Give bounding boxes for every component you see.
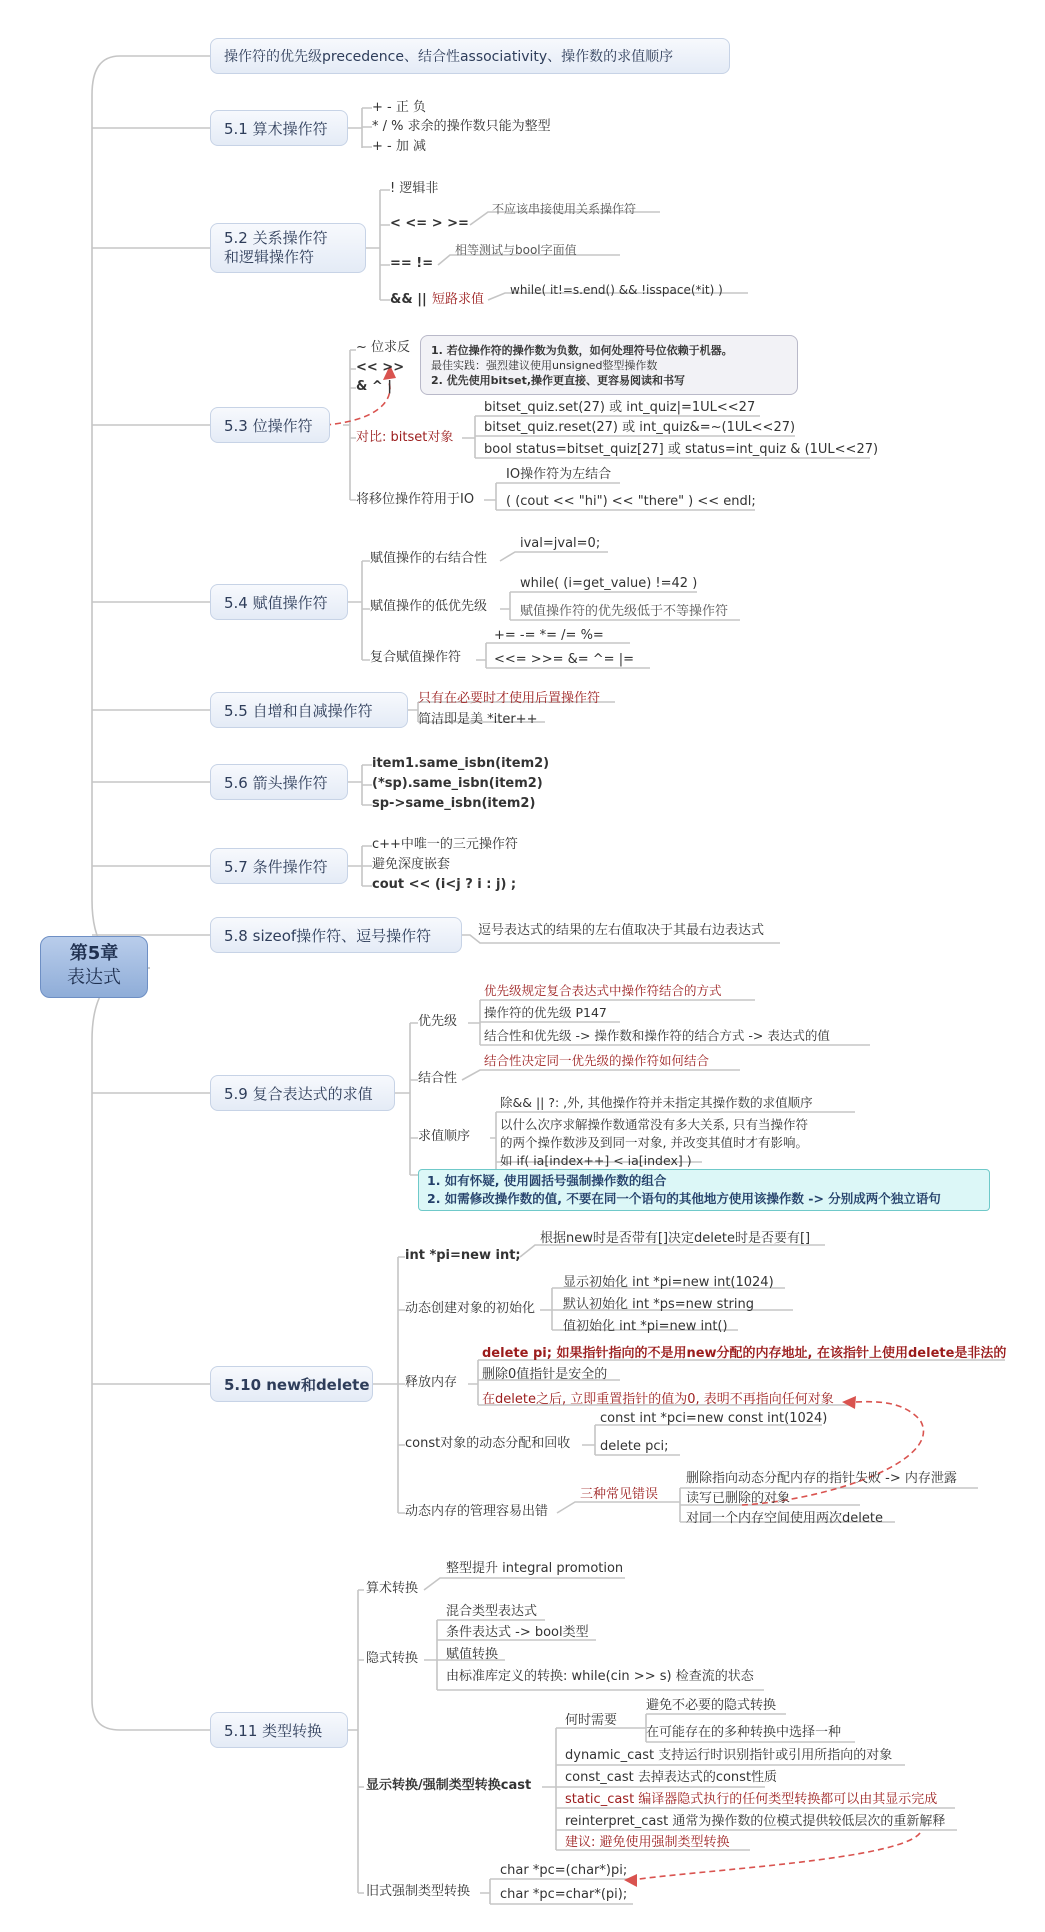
s59-prec-note: 结合性和优先级 -> 操作数和操作符的结合方式 -> 表达式的值 [484,1028,830,1043]
s59-order-note: 以什么次序求解操作数通常没有多大关系, 只有当操作符 [500,1117,808,1132]
s59-item: 求值顺序 [418,1129,471,1144]
s510-error-item: 读写已删除的对象 [686,1491,791,1506]
s511-cast-item-static: static_cast 编译器隐式执行的任何类型转换都可以由其显示完成 [565,1792,938,1807]
s53-bitset-item: bitset_quiz.set(27) 或 int_quiz|=1UL<<27 [484,400,756,415]
s511-implicit-item: 赋值转换 [446,1647,499,1662]
s510-free-item: delete pi; 如果指针指向的不是用new分配的内存地址, 在该指针上使用delete是非法的 [482,1346,1007,1361]
section-5-1-title: 5.1 算术操作符 [224,119,328,138]
s52-item: == != [390,256,434,271]
s54-note: += -= *= /= %= [494,628,604,643]
s58-note: 逗号表达式的结果的左右值取决于其最右边表达式 [478,923,765,938]
s52-item: && || [390,292,427,307]
section-5-11-node[interactable] [210,1712,348,1748]
s510-free-item: 在delete之后, 立即重置指针的值为0, 表明不再指向任何对象 [482,1392,834,1407]
s53-item-bitset: 对比: bitset对象 [356,430,454,445]
header-title: 操作符的优先级precedence、结合性associativity、操作数的求值顺序 [224,49,674,65]
s52-item: ! 逻辑非 [390,181,439,196]
s511-implicit-item: 由标准库定义的转换: while(cin >> s) 检查流的状态 [446,1669,754,1684]
s56-item: sp->same_isbn(item2) [372,796,536,811]
section-5-9-node[interactable] [210,1075,395,1111]
s52-item-short-circuit: 短路求值 [432,292,485,307]
s510-item: const对象的动态分配和回收 [405,1436,571,1451]
s51-item: * / % 求余的操作数只能为整型 [372,119,551,134]
callout-line: 2. 优先使用bitset,操作更直接、更容易阅读和书写 [431,374,686,387]
s511-implicit-item: 条件表达式 -> bool类型 [446,1625,589,1640]
callout-line: 1. 若位操作符的操作数为负数，如何处理符号位依赖于机器。 [431,344,733,357]
s511-arith-item: 整型提升 integral promotion [446,1561,624,1576]
s511-implicit-item: 混合类型表达式 [446,1604,538,1619]
section-5-5-node[interactable] [210,692,408,728]
section-5-8-node[interactable] [210,917,462,953]
s53-bitset-item: bool status=bitset_quiz[27] 或 status=int_quiz & (1UL<<27) [484,442,879,457]
section-5-11-title: 5.11 类型转换 [224,1721,323,1740]
s55-item: 只有在必要时才使用后置操作符 [418,691,601,706]
s53-item: & ^ | [356,379,393,394]
callout-line: 最佳实践：强烈建议使用unsigned整型操作数 [431,359,658,372]
s53-item: << >> [356,360,405,375]
s56-item: (*sp).same_isbn(item2) [372,776,543,791]
s51-item: + - 加 减 [372,139,426,154]
s57-item: c++中唯一的三元操作符 [372,837,518,852]
s511-item: 算术转换 [366,1581,419,1596]
s59-item: 结合性 [418,1071,458,1086]
s59-assoc-note: 结合性决定同一优先级的操作符如何结合 [484,1053,710,1068]
section-5-4-node[interactable] [210,584,348,620]
s52-note: 相等测试与bool字面值 [455,243,577,257]
section-5-6-node[interactable] [210,764,348,800]
s52-item: < <= > >= [390,216,469,231]
s511-when-item: 避免不必要的隐式转换 [646,1698,777,1713]
s510-errors-label: 三种常见错误 [580,1487,659,1502]
s53-callout [420,335,798,395]
s510-init-item: 值初始化 int *pi=new int() [563,1319,728,1334]
s511-item: 隐式转换 [366,1651,419,1666]
s510-init-item: 默认初始化 int *ps=new string [563,1297,754,1312]
tip-line: 2. 如需修改操作数的值, 不要在同一个语句的其他地方使用该操作数 -> 分别成两个独立语句 [427,1191,941,1206]
s59-order-note: 除&& || ?: ,外, 其他操作符并未指定其操作数的求值顺序 [500,1095,813,1110]
s510-error-item: 对同一个内存空间使用两次delete [686,1511,883,1526]
s511-when-label: 何时需要 [565,1713,618,1728]
s52-note: while( it!=s.end() && !isspace(*it) ) [510,283,723,297]
s52-note: 不应该串接使用关系操作符 [492,202,637,216]
section-5-5-title: 5.5 自增和自减操作符 [224,701,373,720]
section-5-7-node[interactable] [210,848,348,884]
s54-item: 赋值操作的右结合性 [370,551,488,566]
s59-order-note: 的两个操作数涉及到同一对象, 并改变其值时才有影响。 [500,1135,808,1150]
s510-const-item: const int *pci=new const int(1024) [600,1411,828,1426]
s59-tips-box [418,1169,990,1211]
section-5-6-title: 5.6 箭头操作符 [224,773,328,792]
s54-note: while( (i=get_value) !=42 ) [520,576,698,591]
s53-item: ~ 位求反 [356,340,411,355]
s511-cast-item: const_cast 去掉表达式的const性质 [565,1770,778,1785]
s511-item: 显示转换/强制类型转换cast [366,1778,532,1793]
section-5-3-title: 5.3 位操作符 [224,416,313,435]
section-5-2-node[interactable] [210,223,366,273]
s54-note: ival=jval=0; [520,536,601,551]
section-5-10-node[interactable] [210,1366,373,1402]
s53-io-item: ( (cout << "hi") << "there" ) << endl; [506,494,756,509]
s54-item: 赋值操作的低优先级 [370,599,488,614]
s510-const-item: delete pci; [600,1439,669,1454]
s510-error-item: 删除指向动态分配内存的指针失败 -> 内存泄露 [686,1471,957,1486]
s53-io-item: IO操作符为左结合 [506,467,612,482]
s510-item: 释放内存 [405,1375,458,1390]
root-title: 第5章 [69,943,119,964]
header-node[interactable] [210,38,730,74]
s57-item: 避免深度嵌套 [372,857,451,872]
s510-new-note: 根据new时是否带有[]决定delete时是否要有[] [540,1231,811,1246]
s510-item: 动态创建对象的初始化 [405,1301,536,1316]
s511-item: 旧式强制类型转换 [366,1884,471,1899]
s57-item: cout << (i<j ? i : j) ; [372,877,517,892]
s510-free-item: 删除0值指针是安全的 [482,1367,608,1382]
s510-item: int *pi=new int; [405,1248,521,1263]
section-5-10-title: 5.10 new和delete [224,1375,370,1394]
s511-when-item: 在可能存在的多种转换中选择一种 [646,1725,842,1740]
s56-item: item1.same_isbn(item2) [372,756,550,771]
s59-order-note: 如 if( ia[index++] < ia[index] ) [500,1153,692,1168]
section-5-7-title: 5.7 条件操作符 [224,857,328,876]
s54-item: 复合赋值操作符 [370,650,462,665]
s54-note: 赋值操作符的优先级低于不等操作符 [520,604,729,619]
section-5-3-node[interactable] [210,407,330,443]
section-5-2-title-l2: 和逻辑操作符 [224,248,315,266]
s511-old-item: char *pc=char*(pi); [500,1887,628,1902]
root-subtitle: 表达式 [67,967,121,988]
s59-prec-note: 优先级规定复合表达式中操作符结合的方式 [484,983,722,998]
section-5-1-node[interactable] [210,110,348,146]
s511-cast-item: dynamic_cast 支持运行时识别指针或引用所指向的对象 [565,1748,893,1763]
s511-old-item: char *pc=(char*)pi; [500,1863,628,1878]
section-5-8-title: 5.8 sizeof操作符、逗号操作符 [224,926,432,945]
s51-item: + - 正 负 [372,100,426,115]
section-5-4-title: 5.4 赋值操作符 [224,593,328,612]
s510-item: 动态内存的管理容易出错 [405,1504,549,1519]
root-node[interactable] [40,936,148,998]
tip-line: 1. 如有怀疑, 使用圆括号强制操作数的组合 [427,1173,667,1188]
s53-bitset-item: bitset_quiz.reset(27) 或 int_quiz&=~(1UL<<27) [484,420,796,435]
s511-cast-advice: 建议: 避免使用强制类型转换 [565,1835,730,1850]
section-5-2-title-l1: 5.2 关系操作符 [224,229,328,247]
s53-item: 将移位操作符用于IO [356,492,475,507]
s54-note: <<= >>= &= ^= |= [494,652,634,667]
s55-item: 简洁即是美 *iter++ [418,712,538,727]
s511-cast-item: reinterpret_cast 通常为操作数的位模式提供较低层次的重新解释 [565,1814,946,1829]
s59-prec-note: 操作符的优先级 P147 [484,1005,607,1020]
s510-init-item: 显示初始化 int *pi=new int(1024) [563,1275,774,1290]
section-5-9-title: 5.9 复合表达式的求值 [224,1084,373,1103]
s59-item: 优先级 [418,1014,458,1029]
